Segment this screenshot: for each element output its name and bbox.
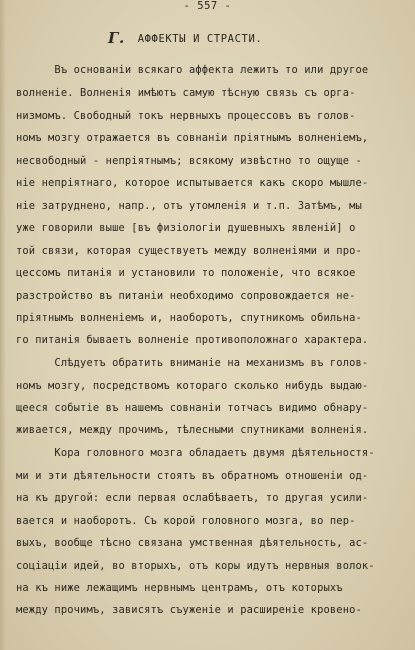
text-line: ніе затруднено, напр., отъ утомленія и т.п. Затѣмъ, мы bbox=[16, 200, 362, 212]
text-line: го питанія бываетъ волненіе противоположнаго характера. bbox=[16, 334, 369, 346]
text-line: разстройство въ питаніи необходимо сопровождается не- bbox=[16, 290, 356, 302]
text-line: соціаціи идей, во вторыхъ, отъ коры идутъ нервныя волок- bbox=[16, 560, 375, 572]
chapter-heading bbox=[108, 31, 368, 46]
page-number: - 557 - bbox=[183, 0, 232, 12]
text-line: той связи, которая существуетъ между волненіями и про- bbox=[16, 245, 362, 257]
text-line: номъ мозгу, посредствомъ котораго сколько нибудь выдаю- bbox=[16, 380, 369, 392]
text-line: на къ ниже лежащимъ нервнымъ центрамъ, отъ которыхъ bbox=[16, 582, 343, 594]
text-line: вается и наоборотъ. Съ корой головного мозга, во пер- bbox=[16, 515, 356, 527]
text-line: щееся событіе въ нашемъ совнаніи тотчасъ видимо обнару- bbox=[16, 402, 369, 414]
chapter-letter: Г. bbox=[108, 29, 125, 47]
text-line: Слѣдуетъ обратить вниманіе на механизмъ въ голов- bbox=[16, 357, 369, 369]
text-line: выхъ, вообще тѣсно связана умственная дѣятельность, ас- bbox=[16, 537, 369, 549]
text-line: уже говорили выше [въ физіологіи душевныхъ явленій] о bbox=[16, 222, 356, 234]
text-line: на къ другой: если первая ослабѣваетъ, то другая усили- bbox=[16, 492, 369, 504]
text-line: цессомъ питанія и установили то положеніе, что всякое bbox=[16, 267, 356, 279]
text-line: низмомъ. Свободный токъ нервныхъ процессовъ въ голов- bbox=[16, 110, 356, 122]
text-line: между прочимъ, зависятъ съуженіе и расширеніе кровено- bbox=[16, 604, 362, 616]
text-line: номъ мозгу отражается въ совнаніи пріятнымъ волненіемъ, bbox=[16, 132, 369, 144]
text-line: живается, между прочимъ, тѣлесными спутниками волненія. bbox=[16, 424, 369, 436]
text-line: волненіе. Волненія имѣютъ самую тѣсную связь съ орга- bbox=[16, 87, 356, 99]
text-line: ми и эти дѣятельности стоятъ въ обратномъ отношеніи од- bbox=[16, 470, 369, 482]
text-line: Кора головного мозга обладаетъ двумя дѣятельностя- bbox=[16, 447, 375, 459]
text-line: пріятнымъ волненіемъ и, наоборотъ, спутникомъ обильна- bbox=[16, 312, 362, 324]
text-line: ніе непріятнаго, которое испытывается какъ скоро мышле- bbox=[16, 177, 369, 189]
text-line: несвободный - непріятнымъ; всякому извѣстно то ощуще - bbox=[16, 155, 362, 167]
chapter-title: АФФЕКТЫ И СТРАСТИ. bbox=[137, 33, 263, 45]
text-line: Въ основаніи всякаго аффекта лежитъ то или другое bbox=[16, 64, 369, 76]
